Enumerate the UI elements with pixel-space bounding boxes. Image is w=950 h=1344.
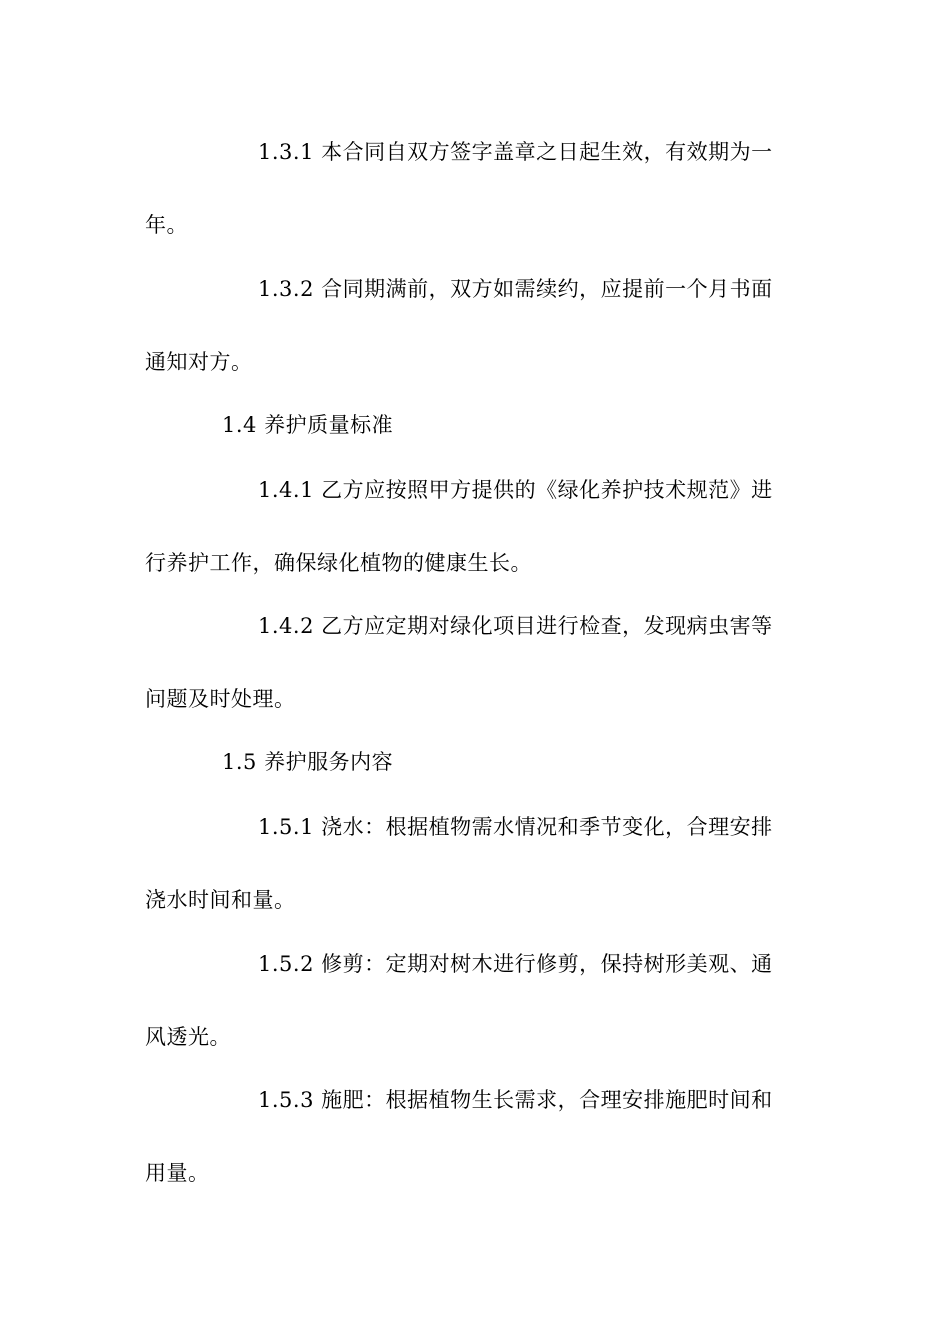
clause-1-5-3-line-2: 用量。 <box>145 1161 210 1185</box>
clause-1-5-2-line-1: 1.5.2 修剪：定期对树木进行修剪，保持树形美观、通 <box>258 952 773 976</box>
clause-1-4-1-line-2: 行养护工作，确保绿化植物的健康生长。 <box>145 551 532 575</box>
clause-1-4-1-line-1: 1.4.1 乙方应按照甲方提供的《绿化养护技术规范》进 <box>258 478 773 502</box>
clause-1-5-2-line-2: 风透光。 <box>145 1025 231 1049</box>
clause-1-4-2-line-2: 问题及时处理。 <box>145 687 296 711</box>
clause-1-3-1-line-1: 1.3.1 本合同自双方签字盖章之日起生效，有效期为一 <box>258 140 773 164</box>
clause-1-3-2-line-1: 1.3.2 合同期满前，双方如需续约，应提前一个月书面 <box>258 277 773 301</box>
clause-1-4-2-line-1: 1.4.2 乙方应定期对绿化项目进行检查，发现病虫害等 <box>258 614 773 638</box>
clause-1-3-1-line-2: 年。 <box>145 213 188 237</box>
clause-1-5-1-line-1: 1.5.1 浇水：根据植物需水情况和季节变化，合理安排 <box>258 815 773 839</box>
section-1-4-heading: 1.4 养护质量标准 <box>222 413 394 437</box>
clause-1-3-2-line-2: 通知对方。 <box>145 350 253 374</box>
clause-1-5-3-line-1: 1.5.3 施肥：根据植物生长需求，合理安排施肥时间和 <box>258 1088 773 1112</box>
section-1-5-heading: 1.5 养护服务内容 <box>222 750 394 774</box>
clause-1-5-1-line-2: 浇水时间和量。 <box>145 888 296 912</box>
